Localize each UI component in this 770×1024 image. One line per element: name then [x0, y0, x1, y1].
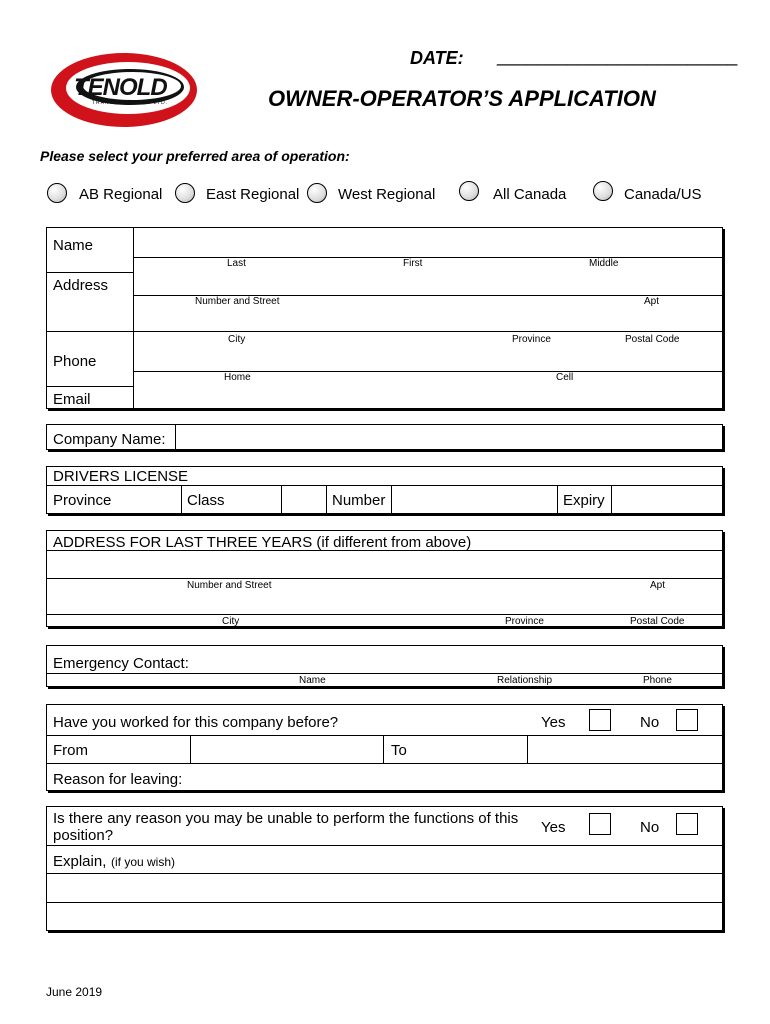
to-label: To: [391, 742, 407, 759]
address-sub-street: Number and Street: [195, 296, 280, 307]
emergency-sub-phone: Phone: [643, 675, 672, 686]
previous-address-sub-street: Number and Street: [187, 580, 272, 591]
license-class-input[interactable]: [282, 486, 326, 513]
reason-for-leaving-label: Reason for leaving:: [53, 771, 183, 788]
emergency-sub-name: Name: [299, 675, 326, 686]
email-label: Email: [53, 391, 91, 408]
radio-ab-regional[interactable]: [47, 183, 67, 203]
name-sub-middle: Middle: [589, 258, 619, 269]
radio-west-regional-label: West Regional: [338, 186, 436, 203]
previous-address-sub-province: Province: [505, 616, 544, 627]
explain-label: Explain,: [53, 853, 107, 870]
ability-no-checkbox[interactable]: [676, 813, 698, 835]
phone-sub-home: Home: [224, 372, 251, 383]
page-title: OWNER-OPERATOR’S APPLICATION: [268, 86, 656, 111]
license-province-label: Province: [53, 492, 112, 509]
worked-before-question: Have you worked for this company before?: [53, 714, 339, 731]
previous-address-sub-apt: Apt: [650, 580, 666, 591]
ability-yes-label: Yes: [541, 819, 566, 836]
address-street-input[interactable]: [134, 272, 722, 295]
license-number-input[interactable]: [392, 486, 557, 513]
phone-sub-cell: Cell: [556, 372, 574, 383]
ability-yes-checkbox[interactable]: [589, 813, 611, 835]
area-prompt: Please select your preferred area of operation:: [40, 148, 350, 164]
ability-question: Is there any reason you may be unable to perform the functions of this position?: [53, 810, 519, 844]
address-sub-postal: Postal Code: [625, 334, 680, 345]
license-province-input[interactable]: [120, 486, 180, 513]
logo-subtext: TRANSPORTATION LTD.: [92, 100, 169, 106]
name-input[interactable]: [134, 228, 722, 257]
license-number-label: Number: [332, 492, 386, 509]
from-input[interactable]: [191, 736, 383, 763]
to-input[interactable]: [528, 736, 722, 763]
name-sub-first: First: [403, 258, 423, 269]
reason-for-leaving-input[interactable]: [200, 764, 722, 790]
previous-address-heading: ADDRESS FOR LAST THREE YEARS (if different from above): [53, 534, 472, 551]
phone-input[interactable]: [134, 346, 722, 371]
address-sub-apt: Apt: [644, 296, 660, 307]
license-heading: DRIVERS LICENSE: [53, 468, 189, 485]
email-input[interactable]: [134, 386, 722, 408]
radio-canada-us[interactable]: [593, 181, 613, 201]
license-class-label: Class: [187, 492, 225, 509]
company-logo: [48, 50, 200, 130]
ability-no-label: No: [640, 819, 660, 836]
radio-ab-regional-label: AB Regional: [79, 186, 163, 203]
address-sub-province: Province: [512, 334, 551, 345]
phone-label: Phone: [53, 353, 97, 370]
logo-text: TENOLD: [74, 74, 167, 101]
radio-all-canada-label: All Canada: [493, 186, 567, 203]
radio-east-regional-label: East Regional: [206, 186, 300, 203]
radio-all-canada[interactable]: [459, 181, 479, 201]
address-city-input[interactable]: [134, 308, 722, 331]
emergency-contact-label: Emergency Contact:: [53, 655, 189, 672]
explain-input-line-2[interactable]: [47, 903, 722, 930]
radio-east-regional[interactable]: [175, 183, 195, 203]
from-label: From: [53, 742, 88, 759]
date-field[interactable]: ________________________: [497, 46, 738, 66]
previous-address-street-input[interactable]: [47, 551, 722, 578]
worked-before-yes-label: Yes: [541, 714, 566, 731]
radio-canada-us-label: Canada/US: [624, 186, 702, 203]
license-expiry-input[interactable]: [612, 486, 722, 513]
emergency-sub-relationship: Relationship: [497, 675, 553, 686]
explain-note: (if you wish): [111, 855, 176, 869]
worked-before-no-label: No: [640, 714, 660, 731]
footer-date: June 2019: [46, 985, 103, 999]
previous-address-sub-postal: Postal Code: [630, 616, 685, 627]
name-label: Name: [53, 237, 94, 254]
radio-west-regional[interactable]: [307, 183, 327, 203]
name-sub-last: Last: [227, 258, 246, 269]
explain-input-line-1[interactable]: [47, 874, 722, 902]
address-label: Address: [53, 277, 109, 294]
company-name-input[interactable]: [176, 425, 722, 449]
license-expiry-label: Expiry: [563, 492, 605, 509]
emergency-contact-input[interactable]: [200, 646, 722, 673]
address-sub-city: City: [228, 334, 246, 345]
previous-address-city-input[interactable]: [47, 592, 722, 614]
worked-before-no-checkbox[interactable]: [676, 709, 698, 731]
worked-before-yes-checkbox[interactable]: [589, 709, 611, 731]
previous-address-sub-city: City: [222, 616, 240, 627]
company-name-label: Company Name:: [53, 431, 166, 448]
date-label: DATE:: [410, 48, 464, 68]
